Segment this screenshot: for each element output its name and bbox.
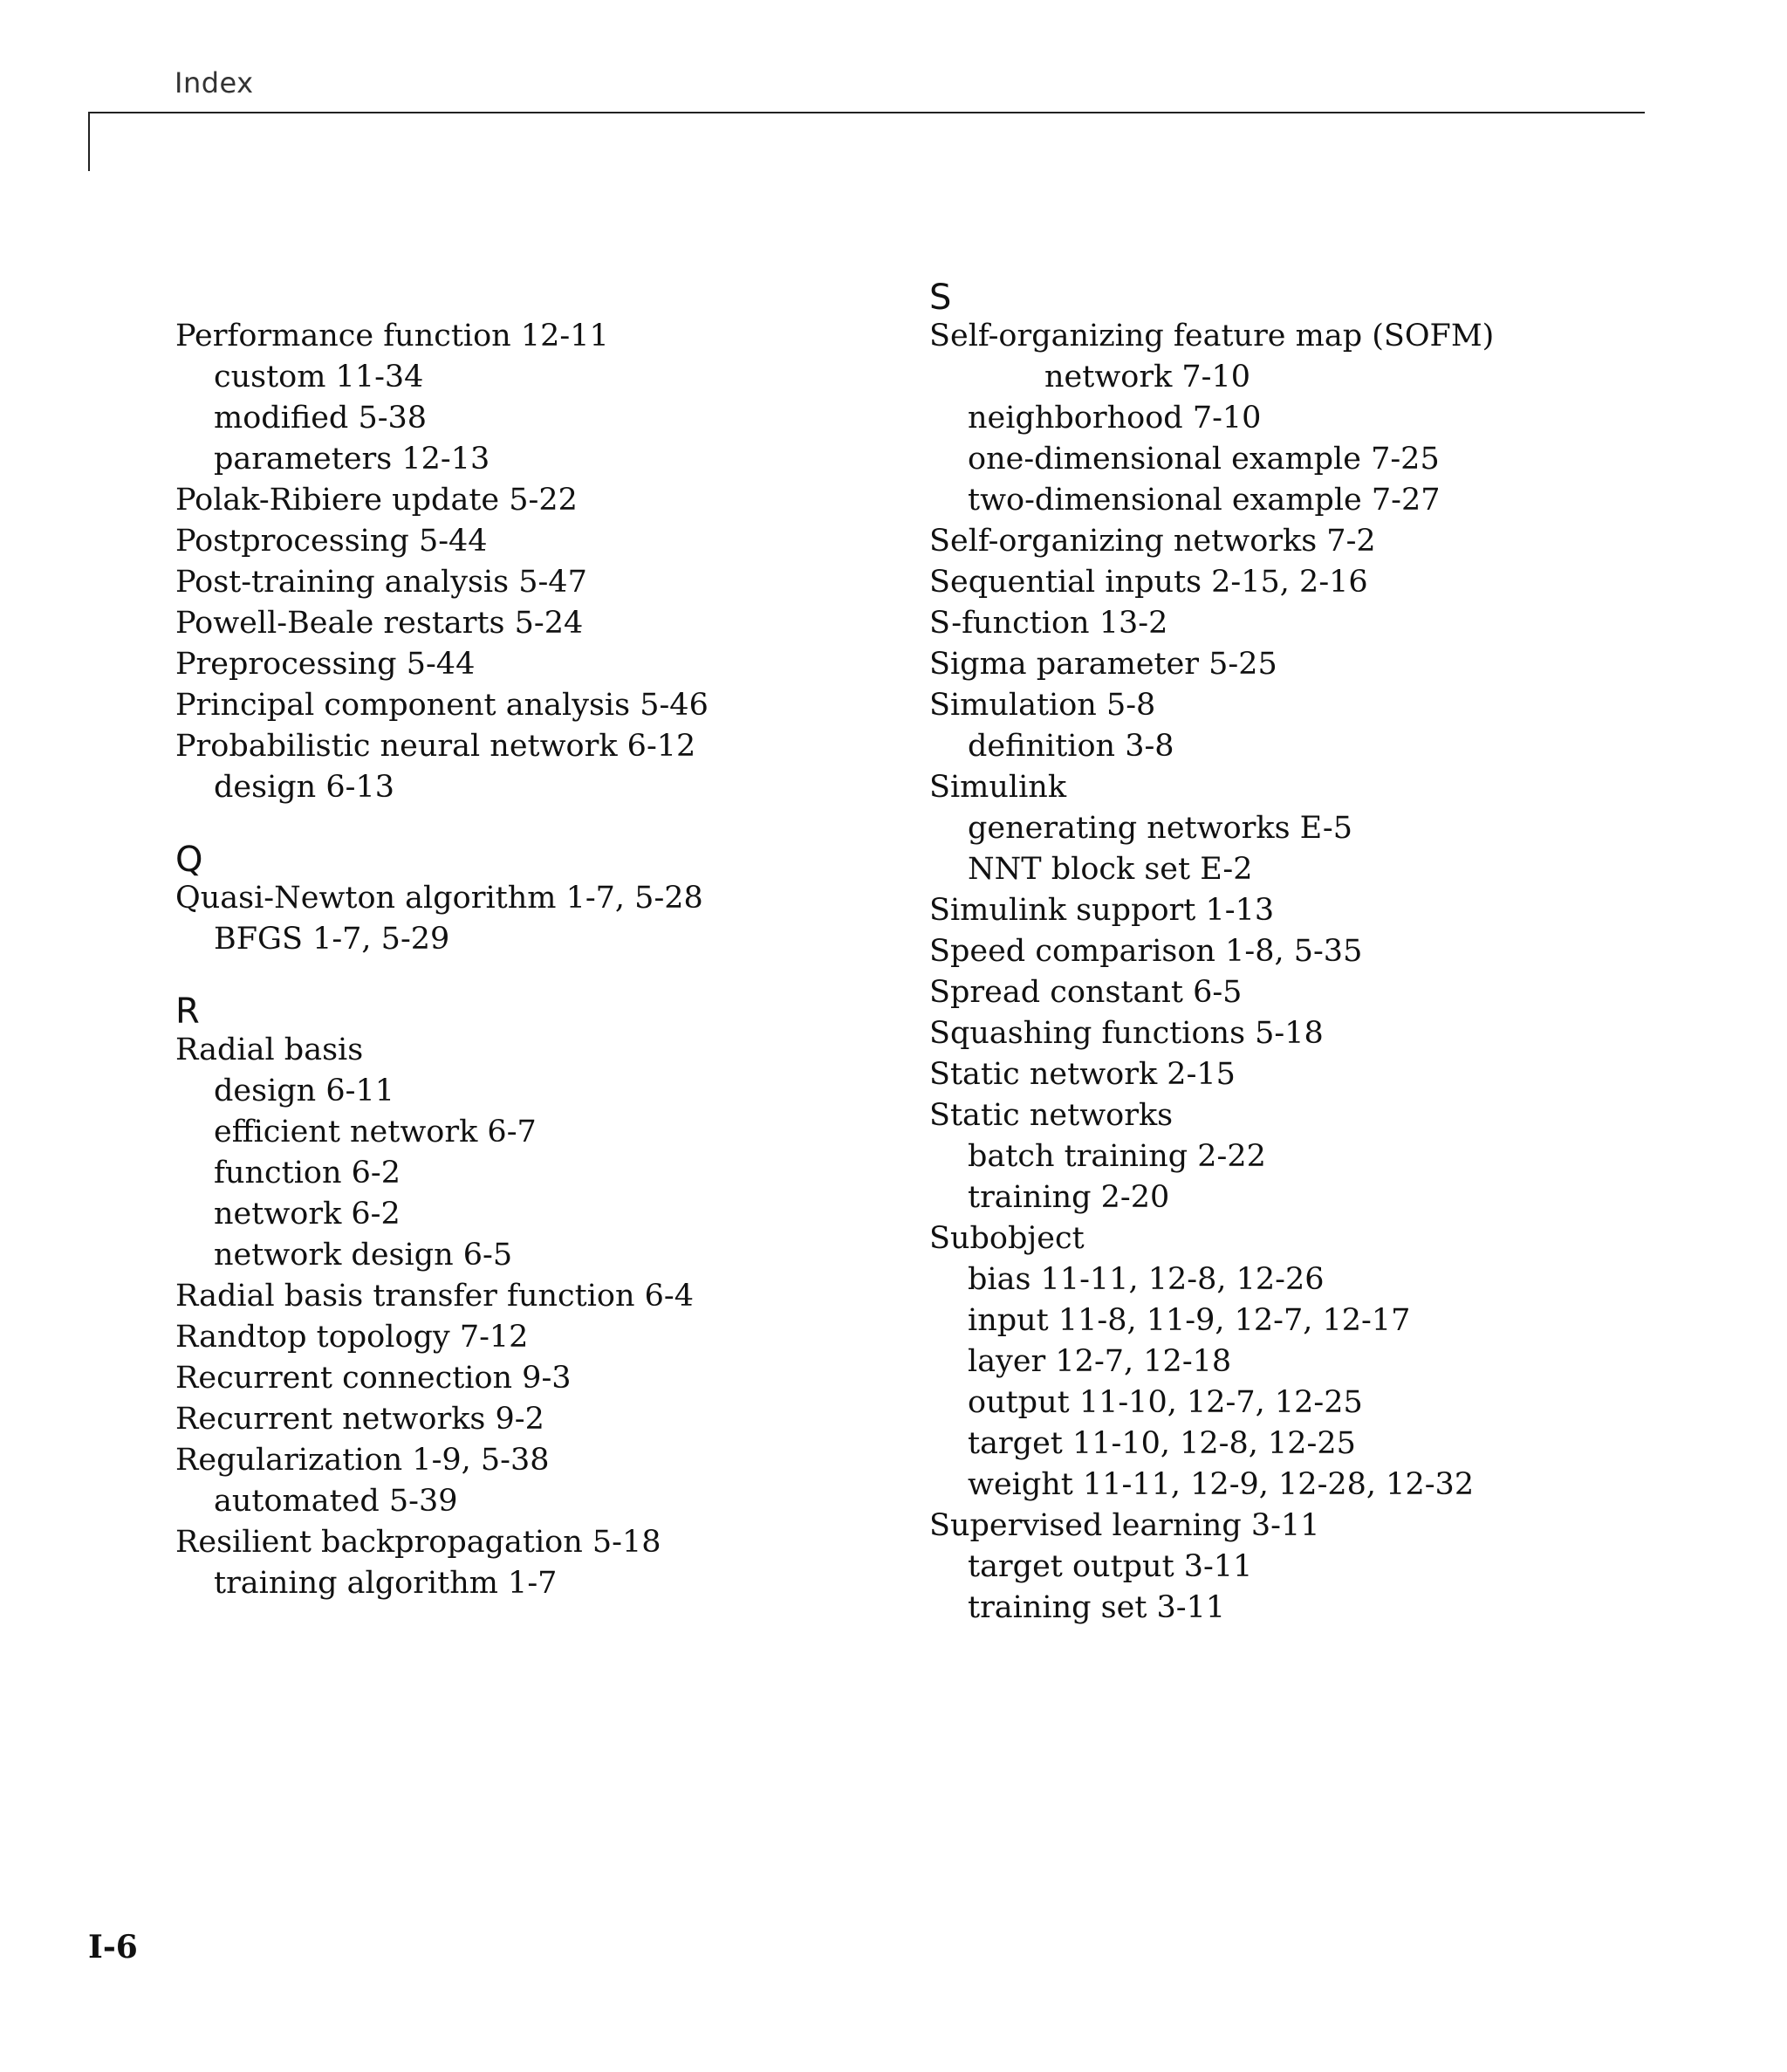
index-entry: Simulation 5-8 [929, 688, 1156, 723]
index-subentry: custom 11-34 [214, 360, 424, 395]
index-subentry: output 11-10, 12-7, 12-25 [968, 1385, 1363, 1420]
index-entry: Subobject [929, 1221, 1085, 1256]
index-subentry: BFGS 1-7, 5-29 [214, 922, 450, 957]
running-head: Index [175, 66, 254, 99]
index-subentry: input 11-8, 11-9, 12-7, 12-17 [968, 1303, 1411, 1338]
index-entry: Static networks [929, 1098, 1174, 1133]
index-subentry: efficient network 6-7 [214, 1115, 537, 1149]
index-subentry: network 6-2 [214, 1197, 401, 1232]
index-entry: Sigma parameter 5-25 [929, 647, 1277, 682]
index-entry: Sequential inputs 2-15, 2-16 [929, 565, 1368, 600]
index-subentry: network design 6-5 [214, 1238, 513, 1273]
index-subentry: bias 11-11, 12-8, 12-26 [968, 1262, 1325, 1297]
section-letter-s: S [929, 278, 952, 318]
index-entry: Randtop topology 7-12 [175, 1320, 529, 1355]
index-subentry: NNT block set E-2 [968, 852, 1253, 887]
index-subentry: target 11-10, 12-8, 12-25 [968, 1426, 1356, 1461]
index-subentry: neighborhood 7-10 [968, 401, 1262, 436]
index-entry: Self-organizing feature map (SOFM) [929, 319, 1495, 353]
index-entry: Self-organizing networks 7-2 [929, 524, 1376, 559]
index-subentry: design 6-13 [214, 770, 394, 805]
index-entry: Quasi-Newton algorithm 1-7, 5-28 [175, 881, 703, 916]
index-entry: Polak-Ribiere update 5-22 [175, 483, 578, 518]
index-entry: Radial basis [175, 1033, 364, 1067]
index-subentry: two-dimensional example 7-27 [968, 483, 1441, 518]
index-entry: Postprocessing 5-44 [175, 524, 488, 559]
index-subentry: generating networks E-5 [968, 811, 1352, 846]
header-rule [88, 112, 1645, 113]
index-subentry: definition 3-8 [968, 729, 1174, 764]
page-number: I-6 [88, 1929, 138, 1966]
index-entry: Spread constant 6-5 [929, 975, 1243, 1010]
section-letter-r: R [175, 991, 200, 1032]
index-entry: Principal component analysis 5-46 [175, 688, 709, 723]
index-subentry: training algorithm 1-7 [214, 1566, 558, 1601]
index-subentry: target output 3-11 [968, 1549, 1253, 1584]
index-subentry: function 6-2 [214, 1156, 401, 1190]
index-subentry: training 2-20 [968, 1180, 1170, 1215]
index-entry: Post-training analysis 5-47 [175, 565, 587, 600]
index-entry: Simulink support 1-13 [929, 893, 1275, 928]
index-subentry: training set 3-11 [968, 1590, 1226, 1625]
index-entry: Performance function 12-11 [175, 319, 609, 353]
index-entry: Supervised learning 3-11 [929, 1508, 1320, 1543]
header-corner-rule [88, 112, 90, 171]
index-subentry: layer 12-7, 12-18 [968, 1344, 1232, 1379]
index-entry: Radial basis transfer function 6-4 [175, 1279, 695, 1314]
index-subentry: weight 11-11, 12-9, 12-28, 12-32 [968, 1467, 1475, 1502]
index-subentry: automated 5-39 [214, 1484, 458, 1519]
index-subentry: batch training 2-22 [968, 1139, 1266, 1174]
section-letter-q: Q [175, 840, 203, 880]
index-entry: Probabilistic neural network 6-12 [175, 729, 696, 764]
index-entry: Powell-Beale restarts 5-24 [175, 606, 584, 641]
index-subentry: modified 5-38 [214, 401, 428, 436]
index-entry: Resilient backpropagation 5-18 [175, 1525, 661, 1560]
index-entry: S-function 13-2 [929, 606, 1168, 641]
index-subentry: network 7-10 [1044, 360, 1251, 395]
index-entry: Recurrent networks 9-2 [175, 1402, 544, 1437]
index-entry: Speed comparison 1-8, 5-35 [929, 934, 1363, 969]
index-subentry: one-dimensional example 7-25 [968, 442, 1440, 477]
index-entry: Squashing functions 5-18 [929, 1016, 1324, 1051]
index-entry: Preprocessing 5-44 [175, 647, 476, 682]
index-entry: Static network 2-15 [929, 1057, 1236, 1092]
index-entry: Simulink [929, 770, 1067, 805]
index-entry: Regularization 1-9, 5-38 [175, 1443, 550, 1478]
index-subentry: design 6-11 [214, 1074, 394, 1108]
index-entry: Recurrent connection 9-3 [175, 1361, 572, 1396]
index-subentry: parameters 12-13 [214, 442, 490, 477]
